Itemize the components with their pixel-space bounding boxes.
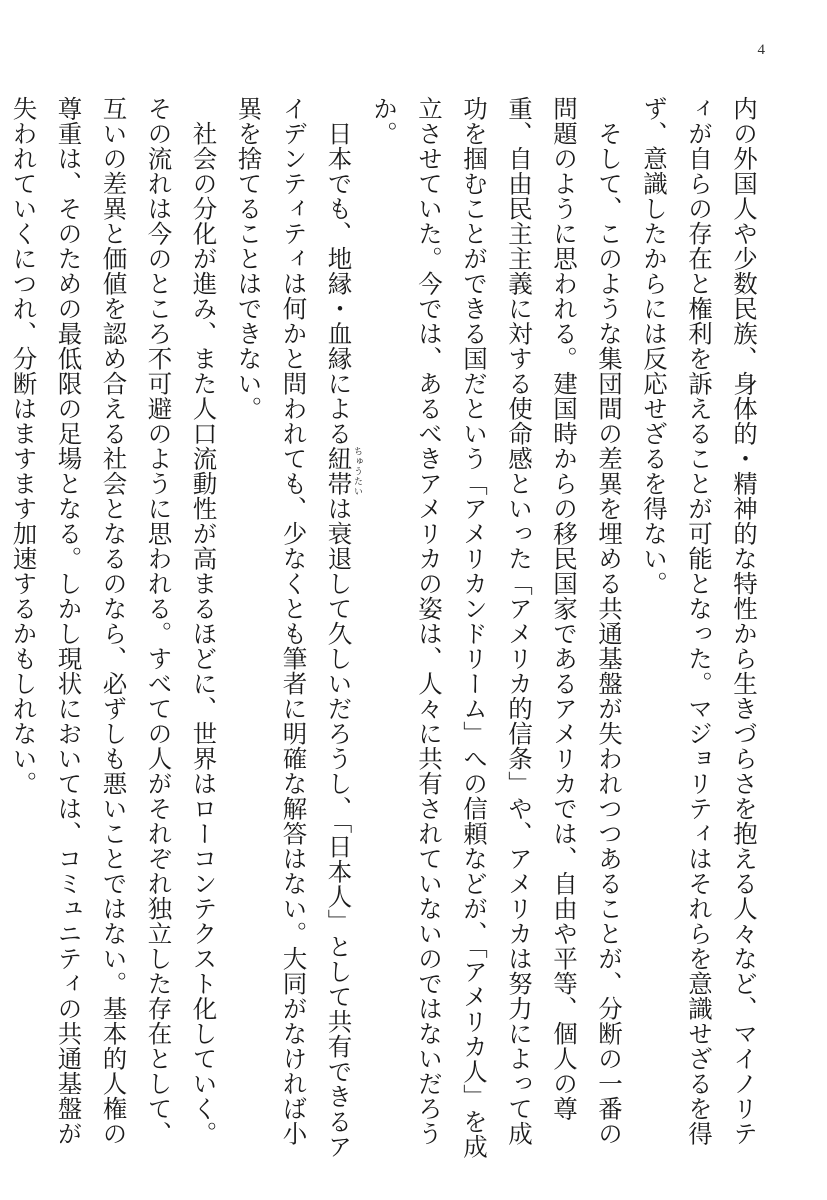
paragraph-3	[227, 96, 363, 1166]
paragraph-1: 内の外国人や少数民族、身体的・精神的な特性から生きづらさを抱える人々など、マイノリティが自らの存在と権利を訴えることが可能となった。マジョリティはそれらを意識せざるを得ず、意識したからには反応せざるを得ない。	[640, 96, 759, 1146]
ruby-reading: ちゅうたい	[352, 445, 362, 496]
paragraph-2: そして、このような集団間の差異を埋める共通基盤が失われつつあることが、分断の一番の問題のように思われる。建国時からの移民国家であるアメリカでは、自由や平等、個人の尊重、自由民主主義に対する使命感といった「アメリカ的信条」や、アメリカは努力によって成功を掴むことができる国だという「アメリカンドリーム」への信頼などが、「アメリカ人」を成立させていた。今では、あるべきアメリカの姿は、人々に共有されていないのではないだろうか。	[370, 96, 624, 1159]
paragraph-4: 社会の分化が進み、また人口流動性が高まるほどに、世界はローコンテクスト化していく。その流れは今のところ不可避のように思われる。すべての人がそれぞれ独立した存在として、互いの差異と価値を認め合える社会となるのなら、必ずしも悪いことではない。基本的人権の尊重は、そのための最低限の足場となる。しかし現状においては、コミュニティの共通基盤が失われていくにつれ、分断はますます加速するかもしれない。	[9, 96, 219, 1146]
ruby-chutai	[324, 445, 362, 496]
page-number: 4	[757, 42, 765, 58]
paragraph-3-start: 日本でも、地縁・血縁による	[324, 120, 354, 446]
paragraph-3-end: は衰退して久しいだろうし、「日本人」として共有できるアイデンティティは何かと問われても、少なくとも筆者に明確な解答はない。大同がなければ小異を捨てることはできない。	[234, 96, 354, 1159]
ruby-base: 紐帯	[324, 445, 354, 496]
body-text	[0, 96, 767, 1166]
